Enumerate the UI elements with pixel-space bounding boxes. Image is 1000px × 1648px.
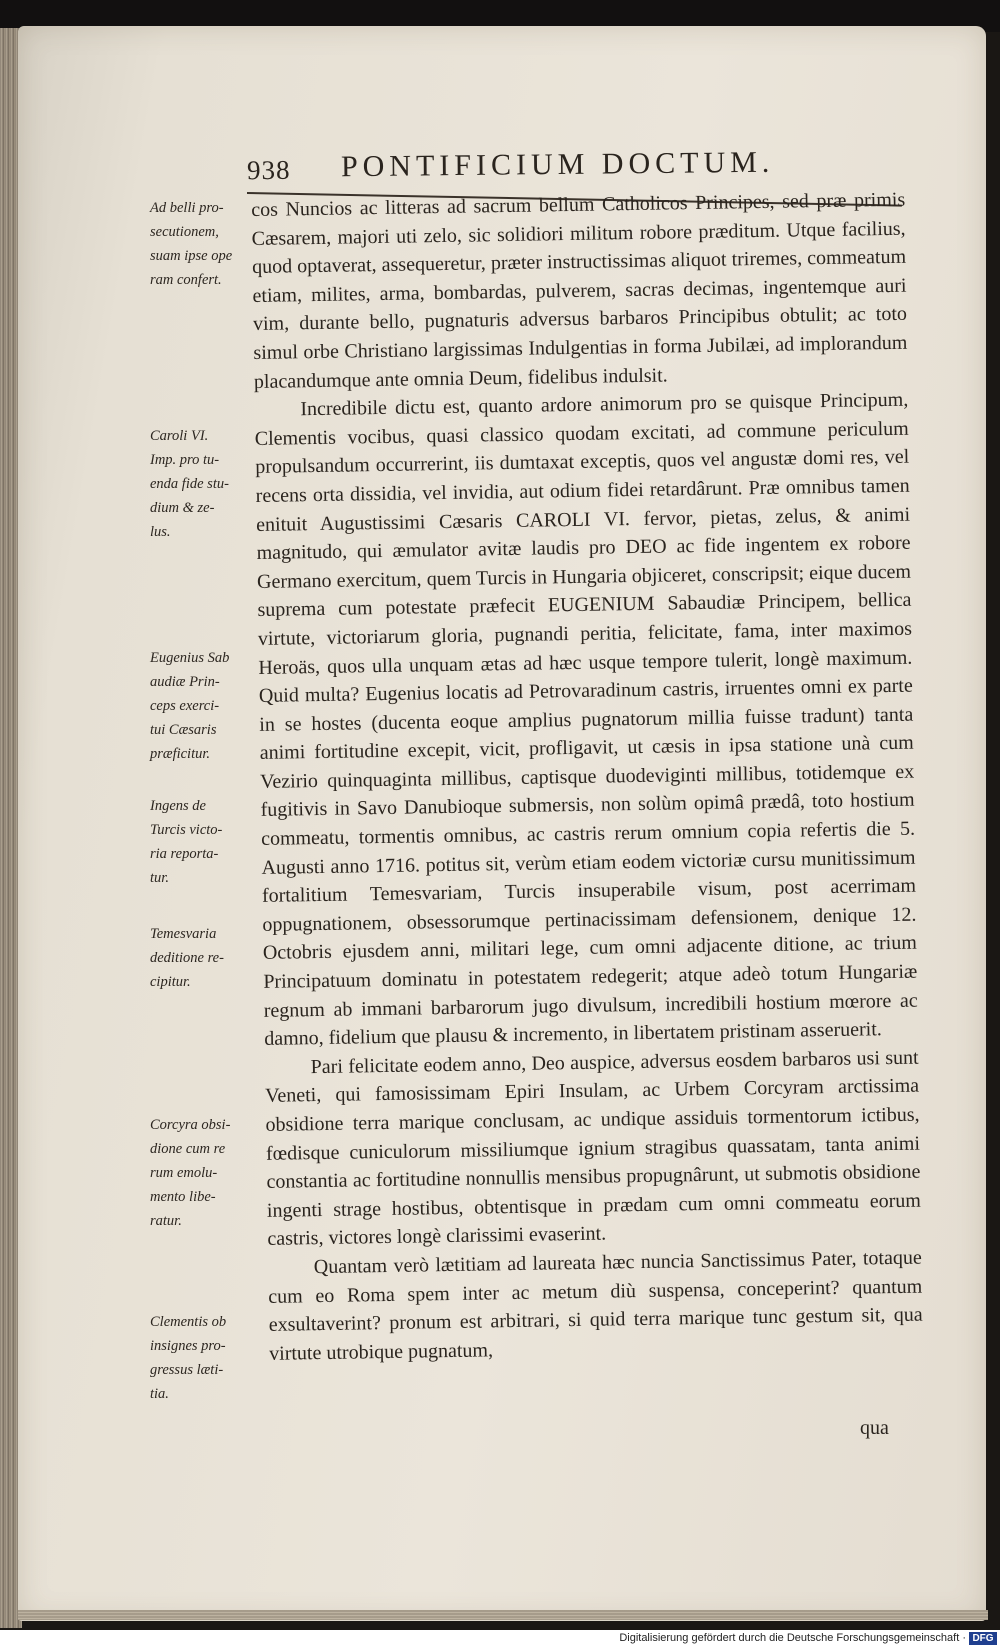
paragraph: Incredibile dictu est, quanto ardore animorum pro se quisque Principum, Clementis vocibus, quasi classico quodam excitati, ad commune periculum propulsandum occurrerint, iis dumtaxat exceptis, quos vel angustæ domi res, vel recens orta dissidia, vel invidia, aut odium fidei retardârunt. Præ omnibus tamen enituit Augustissimi Cæsaris CAROLI VI. fervor, pietas, zelus, & animi magnitudo, qui æmulator avitæ laudis pro DEO ac fide ingentem ex robore Germano exercitum, quem Turcis in Hungaria objiceret, conscripsit; eique ducem suprema cum potestate præfecit EUGENIUM Sabaudiæ Principem, bellica virtute, victoriarum gloria, pugnandi peritia, felicitate, fama, inter maximos Heroäs, quos ulla unquam ætas ad hæc usque tempore tulerit, longè maximum. Quid multa? Eugenius locatis ad Petrovaradinum castris, irruentes omni ex parte in se hostes (ducenta eoque amplius pugnatorum millia fuisse tradunt) tanta animi fortitudine excepit, vicit, profligavit, ut cæsis in ipsa statione unà cum Vezirio quinquaginta millibus, captisque duodeviginti millibus, totidemque ex fugitivis in Savo Danubioque submersis, non solùm opimâ prædâ, toto hostium commeatu, tormentis omnibus, ac castris rerum omnium copia refertis die 5. Augusti anno 1716. potitus sit, verùm etiam eodem victoriæ cursu munitissimum fortalitium Temesvariam, Turcis insuperabile visum, post acerrimam oppugnationem, obsessorumque pertinacissimam defensionem, denique 12. Octobris ejusdem anni, militari lege, cum omni adjacente ditione, ac trium Principatuum dominatu in potestatem redegerit; atque adeò totum Hungariæ regnum ab immani barbarorum jugo divulsum, incredibili hostium mœrore ac damno, fidelium que plausu & incremento, in libertatem pristinam asseruerit. [254, 388, 918, 1051]
main-text [251, 186, 923, 1368]
dfg-logo-icon: DFG [969, 1632, 997, 1645]
margin-note: Temesvaria deditione re- cipitur. [150, 926, 224, 990]
page-header [247, 145, 862, 191]
paragraph: cos Nuncios ac litteras ad sacrum bellum Catholicos Principes, sed præ primis Cæsarem, majori uti zelo, sic solidiori militum robore præditum. Utque facilius, quod optaverat, assequeretur, præter instructissimas aliquot triremes, commeatum etiam, milites, arma, bombardas, pulverem, sacras decimas, ingentemque auri vim, durante bello, pugnaturis adversus barbaros Principibus obtulit; ac toto simul orbe Christiano largissimas Indulgentias in forma Jubilæi, ad implorandum placandumque ante omnia Deum, fidelibus indulsit. [251, 188, 908, 393]
margin-note: Corcyra obsi- dione cum re rum emolu- mento libe- ratur. [150, 1117, 231, 1229]
page-number: 938 [246, 154, 291, 186]
running-title: PONTIFICIUM DOCTUM. [340, 145, 775, 184]
margin-note: Caroli VI. Imp. pro tu- enda fide stu- dium & ze- lus. [150, 428, 229, 540]
margin-note: Eugenius Sab audiæ Prin- ceps exerci- tui Cæsaris præficitur. [150, 650, 230, 762]
margin-note: Clementis ob insignes pro- gressus læti- tia. [150, 1314, 227, 1402]
digitization-credit: Digitalisierung gefördert durch die Deutsche Forschungsgemeinschaft · [619, 1632, 966, 1644]
paragraph: Pari felicitate eodem anno, Deo auspice, adversus eosdem barbaros usi sunt Veneti, qui famosissimam Epiri Insulam, ac Urbem Corcyram arctissima obsidione terra marique conclusam, ac undique assiduis tormentorum ictibus, fœdisque cuniculorum missiliumque ignium stragibus quassatam, tanta animi constantia ac fortitudine nonnullis mensibus propugnârunt, ut submotis obsidione ingenti strage hostibus, obtentisque in prædam cum omni commeatu eorum castris, victores longè clarissimi evaserint. [264, 1046, 922, 1251]
book-bottom-edge [18, 1610, 988, 1620]
margin-note: Ingens de Turcis victo- ria reporta- tur. [150, 798, 223, 886]
paragraph: Quantam verò lætitiam ad laureata hæc nuncia Sanctissimus Pater, totaque cum eo Roma spem inter ac metum diù suspensa, conceperint? quantum exsultaverint? pronum est arbitrari, si quid terra marique tunc gestum sit, qua virtute utrobique pugnatum, [268, 1246, 923, 1365]
catchword: qua [860, 1417, 889, 1439]
margin-note: Ad belli pro- secutionem, suam ipse ope ram confert. [150, 200, 233, 288]
